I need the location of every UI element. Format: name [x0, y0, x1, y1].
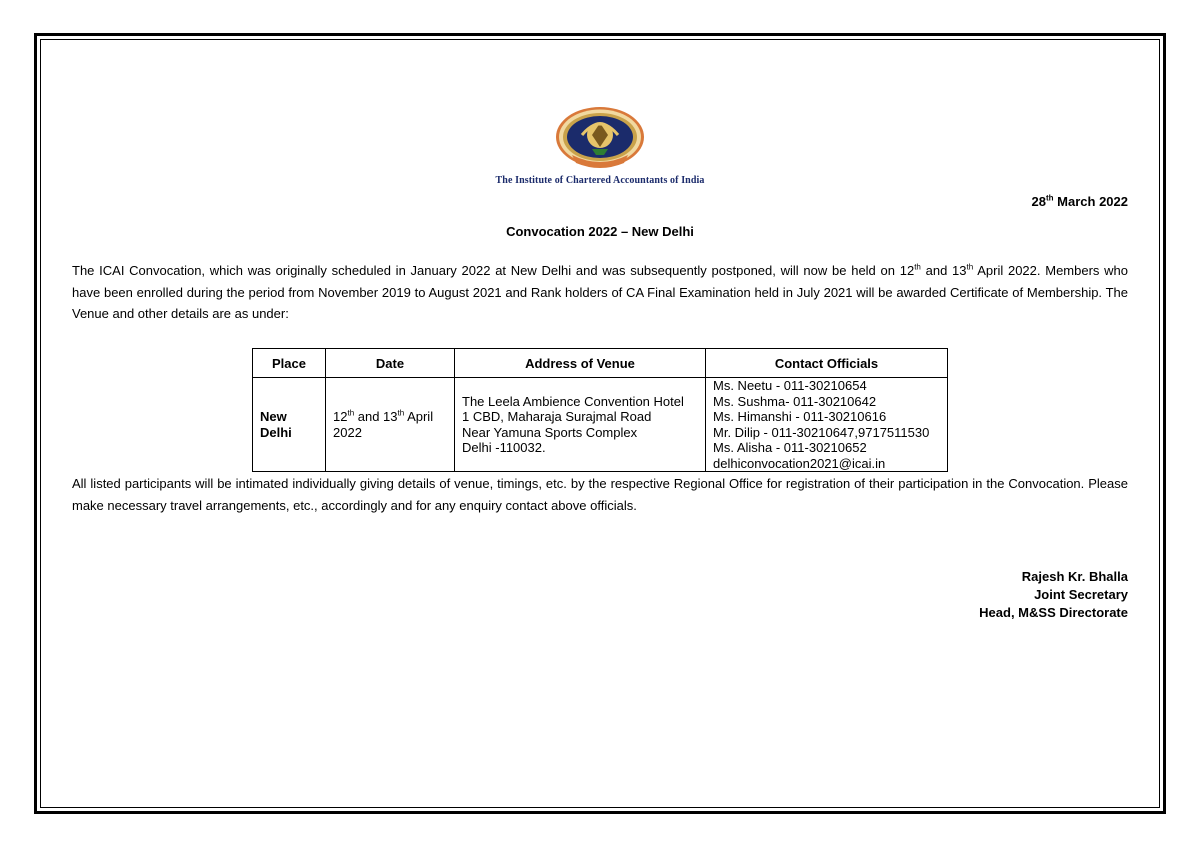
icai-emblem-icon [552, 105, 648, 173]
intro-text-2: and 13 [920, 263, 967, 278]
contact-line: Ms. Neetu - 011-30210654 [713, 378, 867, 393]
venue-table [252, 348, 948, 472]
address-line: Delhi -110032. [462, 440, 546, 455]
contact-line: Mr. Dilip - 011-30210647,9717511530 [713, 424, 930, 440]
date-text-1: 12 [333, 409, 348, 424]
address-line: 1 CBD, Maharaja Surajmal Road [462, 409, 652, 424]
contact-email: delhiconvocation2021@icai.in [713, 455, 886, 471]
table-header-row [253, 349, 948, 378]
cell-date [326, 378, 455, 472]
date-rest: March 2022 [1057, 194, 1128, 209]
intro-text-3: April 2022. Members who have been enrolled during the period from November 2019 to August 2021 and Rank holders of CA Final Examination held in July 2021 will be awarded Certificate of Membership. The Venue and other details are as under: [72, 263, 1129, 321]
header-date: Date [326, 349, 455, 378]
header-address: Address of Venue [455, 349, 706, 378]
date-suffix: th [1045, 193, 1054, 203]
letterhead [470, 105, 730, 186]
subject-line: Convocation 2022 – New Delhi [506, 224, 694, 239]
signatory-department: Head, M&SS Directorate [979, 605, 1128, 620]
signatory-title: Joint Secretary [1034, 587, 1128, 602]
date-text-3: April 2022 [333, 409, 434, 440]
signature-block [979, 568, 1128, 622]
signatory-name: Rajesh Kr. Bhalla [1021, 569, 1128, 584]
contact-line: Ms. Sushma- 011-30210642 [713, 393, 877, 409]
intro-text-1: The ICAI Convocation, which was originally scheduled in January 2022 at New Delhi and was subsequently postponed, will now be held on 12 [72, 263, 915, 278]
intro-sup-1: th [914, 262, 921, 272]
header-contacts: Contact Officials [706, 349, 948, 378]
institute-name: The Institute of Chartered Accountants of India [495, 175, 705, 186]
intro-sup-2: th [966, 262, 974, 272]
cell-place: New Delhi [253, 378, 326, 472]
cell-contacts [706, 378, 948, 472]
cell-address [455, 378, 706, 472]
contact-line: Ms. Alisha - 011-30210652 [713, 440, 867, 455]
header-place: Place [253, 349, 326, 378]
date-sup-2: th [397, 408, 405, 418]
date-text-2: and 13 [354, 409, 398, 424]
address-line: Near Yamuna Sports Complex [462, 424, 638, 440]
address-line: The Leela Ambience Convention Hotel [462, 393, 684, 409]
date-sup-1: th [347, 408, 355, 418]
closing-paragraph: All listed participants will be intimated individually giving details of venue, timings, etc. by the respective Regional Office for registration of their participation in the Convocation. Please make necessary travel arrangements, etc., accordingly and for any enquiry contact above officials. [72, 476, 1128, 513]
letter-date [1032, 194, 1128, 209]
date-day: 28 [1031, 194, 1046, 209]
contact-line: Ms. Himanshi - 011-30210616 [713, 409, 887, 424]
intro-paragraph [72, 260, 1128, 325]
table-row [253, 378, 948, 472]
